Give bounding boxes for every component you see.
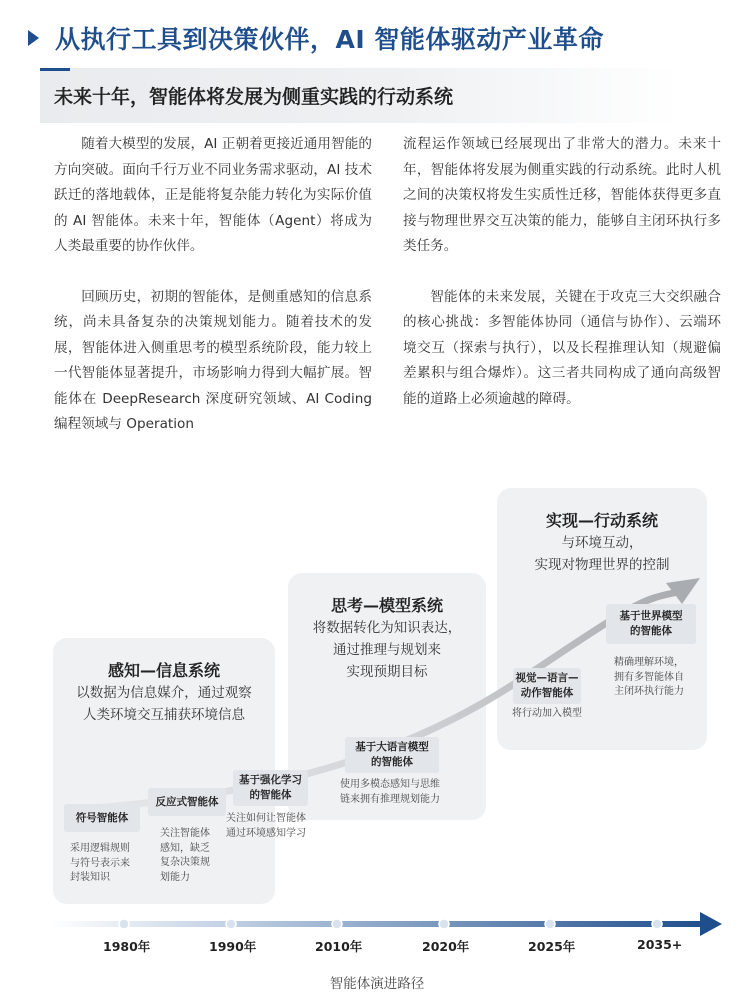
milestone-note: 关注如何让智能体 通过环境感知学习 [226, 813, 306, 839]
timeline-dot [652, 919, 662, 929]
timeline-axis [50, 910, 730, 940]
stage-title: 感知—信息系统 [107, 661, 220, 680]
milestone-note: 精确理解环境， 拥有多智能体自 主闭环执行能力 [614, 657, 684, 697]
text-column-left [54, 132, 372, 463]
paragraph: 回顾历史，初期的智能体，是侧重感知的信息系统，尚未具备复杂的决策规划能力。随着技术的发展，智能体进入侧重思考的模型系统阶段，能力较上一代智能体显著提升，市场影响力得到大幅扩展。智能体在 DeepResearch 深度研究领域、AI Coding 编程领域与 Operation [54, 288, 372, 432]
timeline-dot [226, 919, 236, 929]
timeline-dot [545, 919, 555, 929]
stage-title: 实现—行动系统 [545, 511, 658, 530]
milestone-tag-symbolic: 符号智能体 [64, 804, 140, 832]
text-column-right [403, 132, 721, 437]
stage-desc: 通过推理与规划来 [333, 642, 441, 658]
stage-desc: 与环境互动， [561, 535, 643, 551]
stage-desc: 将数据转化为知识表达， [312, 620, 462, 636]
milestone-tag-llm: 基于大语言模型 的智能体 [345, 737, 439, 773]
paragraph: 智能体的未来发展，关键在于攻克三大交织融合的核心挑战：多智能体协同（通信与协作）、云端环境交互（探索与执行），以及长程推理认知（规避偏差累积与组合爆炸）。这三者共同构成了通向高级智能的道路上必须逾越的障碍。 [403, 288, 721, 407]
subtitle-banner [40, 68, 680, 123]
milestone-note: 将行动加入模型 [512, 708, 582, 719]
subtitle-accent-line [40, 68, 70, 71]
section-subtitle: 未来十年，智能体将发展为侧重实践的行动系统 [54, 86, 454, 108]
milestone-note: 关注智能体 感知，缺乏 复杂决策规 划能力 [160, 828, 210, 883]
stage-desc: 人类环境交互捕获环境信息 [83, 707, 245, 723]
header [28, 18, 604, 58]
milestone-tag-vla: 视觉—语言— 动作智能体 [513, 668, 581, 704]
timeline-dot [119, 919, 129, 929]
year-label: 1990年 [209, 939, 257, 954]
milestone-tag-reactive: 反应式智能体 [148, 788, 226, 816]
year-label: 2035+ [637, 937, 683, 952]
year-label: 2025年 [528, 939, 576, 954]
timeline-dot [332, 919, 342, 929]
year-label: 1980年 [103, 939, 151, 954]
stage-title: 思考—模型系统 [330, 596, 443, 615]
stage-desc: 实现预期目标 [346, 664, 428, 680]
milestone-tag-world-model: 基于世界模型 的智能体 [606, 604, 696, 644]
figure-caption: 智能体演进路径 [329, 976, 425, 992]
stage-desc: 实现对物理世界的控制 [534, 557, 670, 573]
page-title: 从执行工具到决策伙伴，AI 智能体驱动产业革命 [55, 25, 604, 54]
year-label: 2020年 [422, 939, 470, 954]
milestone-note: 采用逻辑规则 与符号表示来 封装知识 [70, 843, 130, 883]
stage-desc: 以数据为信息媒介，通过观察 [76, 685, 252, 701]
milestone-note: 使用多模态感知与思维 链来拥有推理规划能力 [340, 779, 440, 805]
paragraph: 随着大模型的发展，AI 正朝着更接近通用智能的方向突破。面向千行万业不同业务需求驱动，AI 技术跃迁的落地载体，正是能将复杂能力转化为实际价值的 AI 智能体。未来十年，智能体（Agent）将成为人类最重要的协作伙伴。 [54, 136, 372, 254]
year-label: 2010年 [315, 939, 363, 954]
paragraph: 流程运作领域已经展现出了非常大的潜力。未来十年，智能体将发展为侧重实践的行动系统。此时人机之间的决策权将发生实质性迁移，智能体获得更多直接与物理世界交互决策的能力，能够自主闭环执行多类任务。 [403, 136, 721, 254]
title-triangle-icon [28, 30, 39, 46]
milestone-tag-rl: 基于强化学习 的智能体 [233, 770, 308, 806]
timeline-dot [439, 919, 449, 929]
